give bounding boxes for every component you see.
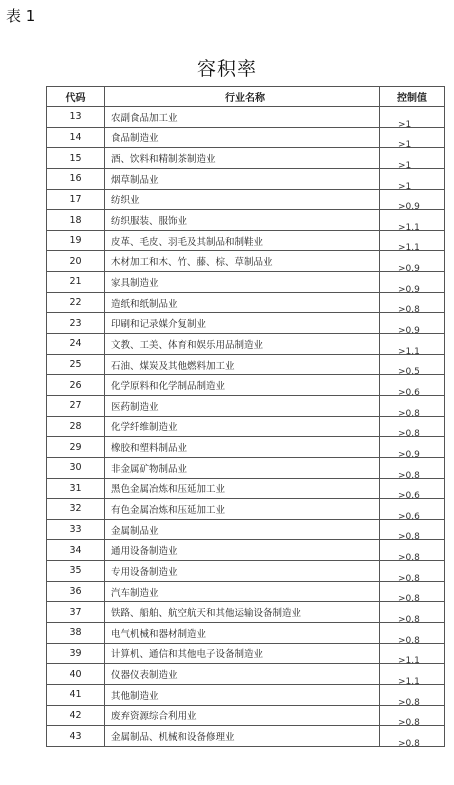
control-value-text: >0.9 xyxy=(398,202,420,213)
industry-name-cell: 烟草制品业 xyxy=(105,168,380,189)
industry-name-cell: 电气机械和器材制造业 xyxy=(105,623,380,644)
control-value-text: >1.1 xyxy=(398,656,420,667)
industry-code-cell: 25 xyxy=(47,354,105,375)
control-value-text: >0.8 xyxy=(398,738,420,749)
table-row xyxy=(47,210,445,231)
industry-name-cell: 家具制造业 xyxy=(105,272,380,293)
table-title: 容积率 xyxy=(196,58,257,80)
table-header-row xyxy=(47,87,445,107)
industry-code-cell: 37 xyxy=(47,602,105,623)
table-row xyxy=(47,292,445,313)
industry-code-cell: 20 xyxy=(47,251,105,272)
control-value-cell xyxy=(380,313,445,337)
control-value-text: >1 xyxy=(398,119,412,130)
industry-code-cell: 22 xyxy=(47,292,105,313)
industry-code-cell: 26 xyxy=(47,375,105,396)
control-value-cell xyxy=(380,189,445,213)
industry-name-cell: 食品制造业 xyxy=(105,127,380,148)
control-value-text: >0.8 xyxy=(398,470,420,481)
industry-name-cell: 其他制造业 xyxy=(105,684,380,705)
control-value-text: >0.8 xyxy=(398,305,420,316)
industry-code-cell: 42 xyxy=(47,705,105,726)
control-value-cell xyxy=(380,705,445,729)
table-row xyxy=(47,664,445,685)
industry-code-cell: 36 xyxy=(47,581,105,602)
header-industry-name: 行业名称 xyxy=(105,87,380,107)
industry-name-cell: 有色金属冶炼和压延加工业 xyxy=(105,499,380,520)
control-value-text: >0.6 xyxy=(398,387,420,398)
industry-name-cell: 非金属矿物制品业 xyxy=(105,457,380,478)
industry-code-cell: 34 xyxy=(47,540,105,561)
table-row xyxy=(47,499,445,520)
control-value-cell xyxy=(380,437,445,458)
control-value-text: >0.9 xyxy=(398,326,420,337)
control-value-cell xyxy=(380,726,445,747)
industry-name-cell: 仪器仪表制造业 xyxy=(105,664,380,685)
industry-code-cell: 30 xyxy=(47,457,105,478)
table-row xyxy=(47,561,445,582)
industry-code-cell: 33 xyxy=(47,519,105,540)
table-row xyxy=(47,168,445,189)
control-value-cell xyxy=(380,499,445,520)
industry-code-cell: 39 xyxy=(47,643,105,664)
control-value-text: >0.8 xyxy=(398,408,420,419)
control-value-text: >0.9 xyxy=(398,449,420,460)
industry-code-cell: 17 xyxy=(47,189,105,210)
industry-name-cell: 农副食品加工业 xyxy=(105,107,380,128)
industry-name-cell: 纺织业 xyxy=(105,189,380,210)
industry-code-cell: 41 xyxy=(47,684,105,705)
control-value-text: >1 xyxy=(398,160,412,171)
industry-name-cell: 化学纤维制造业 xyxy=(105,416,380,437)
control-value-text: >0.8 xyxy=(398,697,420,708)
industry-name-cell: 石油、煤炭及其他燃料加工业 xyxy=(105,354,380,375)
industry-code-cell: 43 xyxy=(47,726,105,747)
control-value-cell xyxy=(380,168,445,192)
table-row xyxy=(47,623,445,644)
control-value-cell xyxy=(380,127,445,151)
control-value-cell xyxy=(380,230,445,254)
industry-name-cell: 计算机、通信和其他电子设备制造业 xyxy=(105,643,380,664)
table-row xyxy=(47,189,445,210)
industry-code-cell: 27 xyxy=(47,395,105,416)
control-value-text: >0.8 xyxy=(398,532,420,543)
control-value-cell xyxy=(380,210,445,231)
control-value-text: >0.8 xyxy=(398,615,420,626)
industry-name-cell: 金属制品、机械和设备修理业 xyxy=(105,726,380,747)
control-value-text: >0.8 xyxy=(398,553,420,564)
header-control-value: 控制值 xyxy=(380,87,445,107)
industry-name-cell: 金属制品业 xyxy=(105,519,380,540)
control-value-text: >0.8 xyxy=(398,635,420,646)
plot-ratio-table xyxy=(46,86,445,747)
industry-code-cell: 21 xyxy=(47,272,105,293)
industry-code-cell: 28 xyxy=(47,416,105,437)
control-value-cell xyxy=(380,334,445,355)
control-value-cell xyxy=(380,602,445,626)
industry-name-cell: 汽车制造业 xyxy=(105,581,380,602)
control-value-cell xyxy=(380,581,445,605)
industry-name-cell: 专用设备制造业 xyxy=(105,561,380,582)
industry-name-cell: 黑色金属冶炼和压延加工业 xyxy=(105,478,380,499)
industry-code-cell: 14 xyxy=(47,127,105,148)
control-value-text: >0.9 xyxy=(398,264,420,275)
control-value-cell xyxy=(380,395,445,419)
industry-name-cell: 木材加工和木、竹、藤、棕、草制品业 xyxy=(105,251,380,272)
table-row xyxy=(47,581,445,602)
industry-code-cell: 16 xyxy=(47,168,105,189)
industry-code-cell: 31 xyxy=(47,478,105,499)
table-row xyxy=(47,334,445,355)
table-row xyxy=(47,107,445,128)
table-row xyxy=(47,313,445,334)
control-value-cell xyxy=(380,664,445,685)
control-value-text: >1.1 xyxy=(398,676,420,687)
control-value-text: >1.1 xyxy=(398,243,420,254)
control-value-cell xyxy=(380,561,445,582)
industry-code-cell: 35 xyxy=(47,561,105,582)
industry-code-cell: 29 xyxy=(47,437,105,458)
control-value-cell xyxy=(380,148,445,169)
table-row xyxy=(47,375,445,396)
table-row xyxy=(47,127,445,148)
table-row xyxy=(47,643,445,664)
industry-code-cell: 38 xyxy=(47,623,105,644)
control-value-text: >0.9 xyxy=(398,284,420,295)
control-value-text: >0.8 xyxy=(398,718,420,729)
control-value-text: >0.5 xyxy=(398,367,420,378)
control-value-text: >0.6 xyxy=(398,491,420,502)
control-value-cell xyxy=(380,457,445,481)
table-row xyxy=(47,457,445,478)
table-row xyxy=(47,230,445,251)
table-row xyxy=(47,395,445,416)
industry-name-cell: 文教、工美、体育和娱乐用品制造业 xyxy=(105,334,380,355)
control-value-text: >1.1 xyxy=(398,346,420,357)
industry-code-cell: 15 xyxy=(47,148,105,169)
table-row xyxy=(47,540,445,561)
header-code: 代码 xyxy=(47,87,105,107)
industry-name-cell: 造纸和纸制品业 xyxy=(105,292,380,313)
control-value-cell xyxy=(380,292,445,316)
industry-name-cell: 化学原料和化学制品制造业 xyxy=(105,375,380,396)
control-value-cell xyxy=(380,684,445,708)
industry-code-cell: 23 xyxy=(47,313,105,334)
industry-code-cell: 18 xyxy=(47,210,105,231)
table-row xyxy=(47,602,445,623)
control-value-text: >0.8 xyxy=(398,594,420,605)
industry-name-cell: 皮革、毛皮、羽毛及其制品和制鞋业 xyxy=(105,230,380,251)
industry-code-cell: 32 xyxy=(47,499,105,520)
table-row xyxy=(47,148,445,169)
table-row xyxy=(47,478,445,499)
industry-name-cell: 废弃资源综合利用业 xyxy=(105,705,380,726)
industry-name-cell: 酒、饮料和精制茶制造业 xyxy=(105,148,380,169)
table-row xyxy=(47,684,445,705)
control-value-text: >0.6 xyxy=(398,511,420,522)
control-value-cell xyxy=(380,643,445,667)
industry-name-cell: 通用设备制造业 xyxy=(105,540,380,561)
industry-name-cell: 印刷和记录媒介复制业 xyxy=(105,313,380,334)
table-row xyxy=(47,416,445,437)
control-value-cell xyxy=(380,375,445,396)
control-value-cell xyxy=(380,251,445,275)
industry-code-cell: 24 xyxy=(47,334,105,355)
table-row xyxy=(47,437,445,458)
table-label: 表 1 xyxy=(6,7,36,25)
control-value-text: >1.1 xyxy=(398,222,420,233)
control-value-text: >0.8 xyxy=(398,573,420,584)
table-row xyxy=(47,251,445,272)
industry-name-cell: 橡胶和塑料制品业 xyxy=(105,437,380,458)
control-value-cell xyxy=(380,354,445,378)
table-row xyxy=(47,519,445,540)
control-value-cell xyxy=(380,540,445,564)
industry-code-cell: 13 xyxy=(47,107,105,128)
industry-code-cell: 19 xyxy=(47,230,105,251)
industry-name-cell: 纺织服装、服饰业 xyxy=(105,210,380,231)
industry-code-cell: 40 xyxy=(47,664,105,685)
table-row xyxy=(47,354,445,375)
control-value-cell xyxy=(380,478,445,502)
industry-name-cell: 医药制造业 xyxy=(105,395,380,416)
control-value-cell xyxy=(380,519,445,543)
control-value-cell xyxy=(380,107,445,128)
control-value-text: >0.8 xyxy=(398,429,420,440)
control-value-cell xyxy=(380,272,445,293)
table-row xyxy=(47,705,445,726)
control-value-cell xyxy=(380,416,445,440)
control-value-text: >1 xyxy=(398,140,412,151)
control-value-text: >1 xyxy=(398,181,412,192)
table-row xyxy=(47,726,445,747)
control-value-cell xyxy=(380,623,445,644)
table-row xyxy=(47,272,445,293)
industry-name-cell: 铁路、船舶、航空航天和其他运输设备制造业 xyxy=(105,602,380,623)
